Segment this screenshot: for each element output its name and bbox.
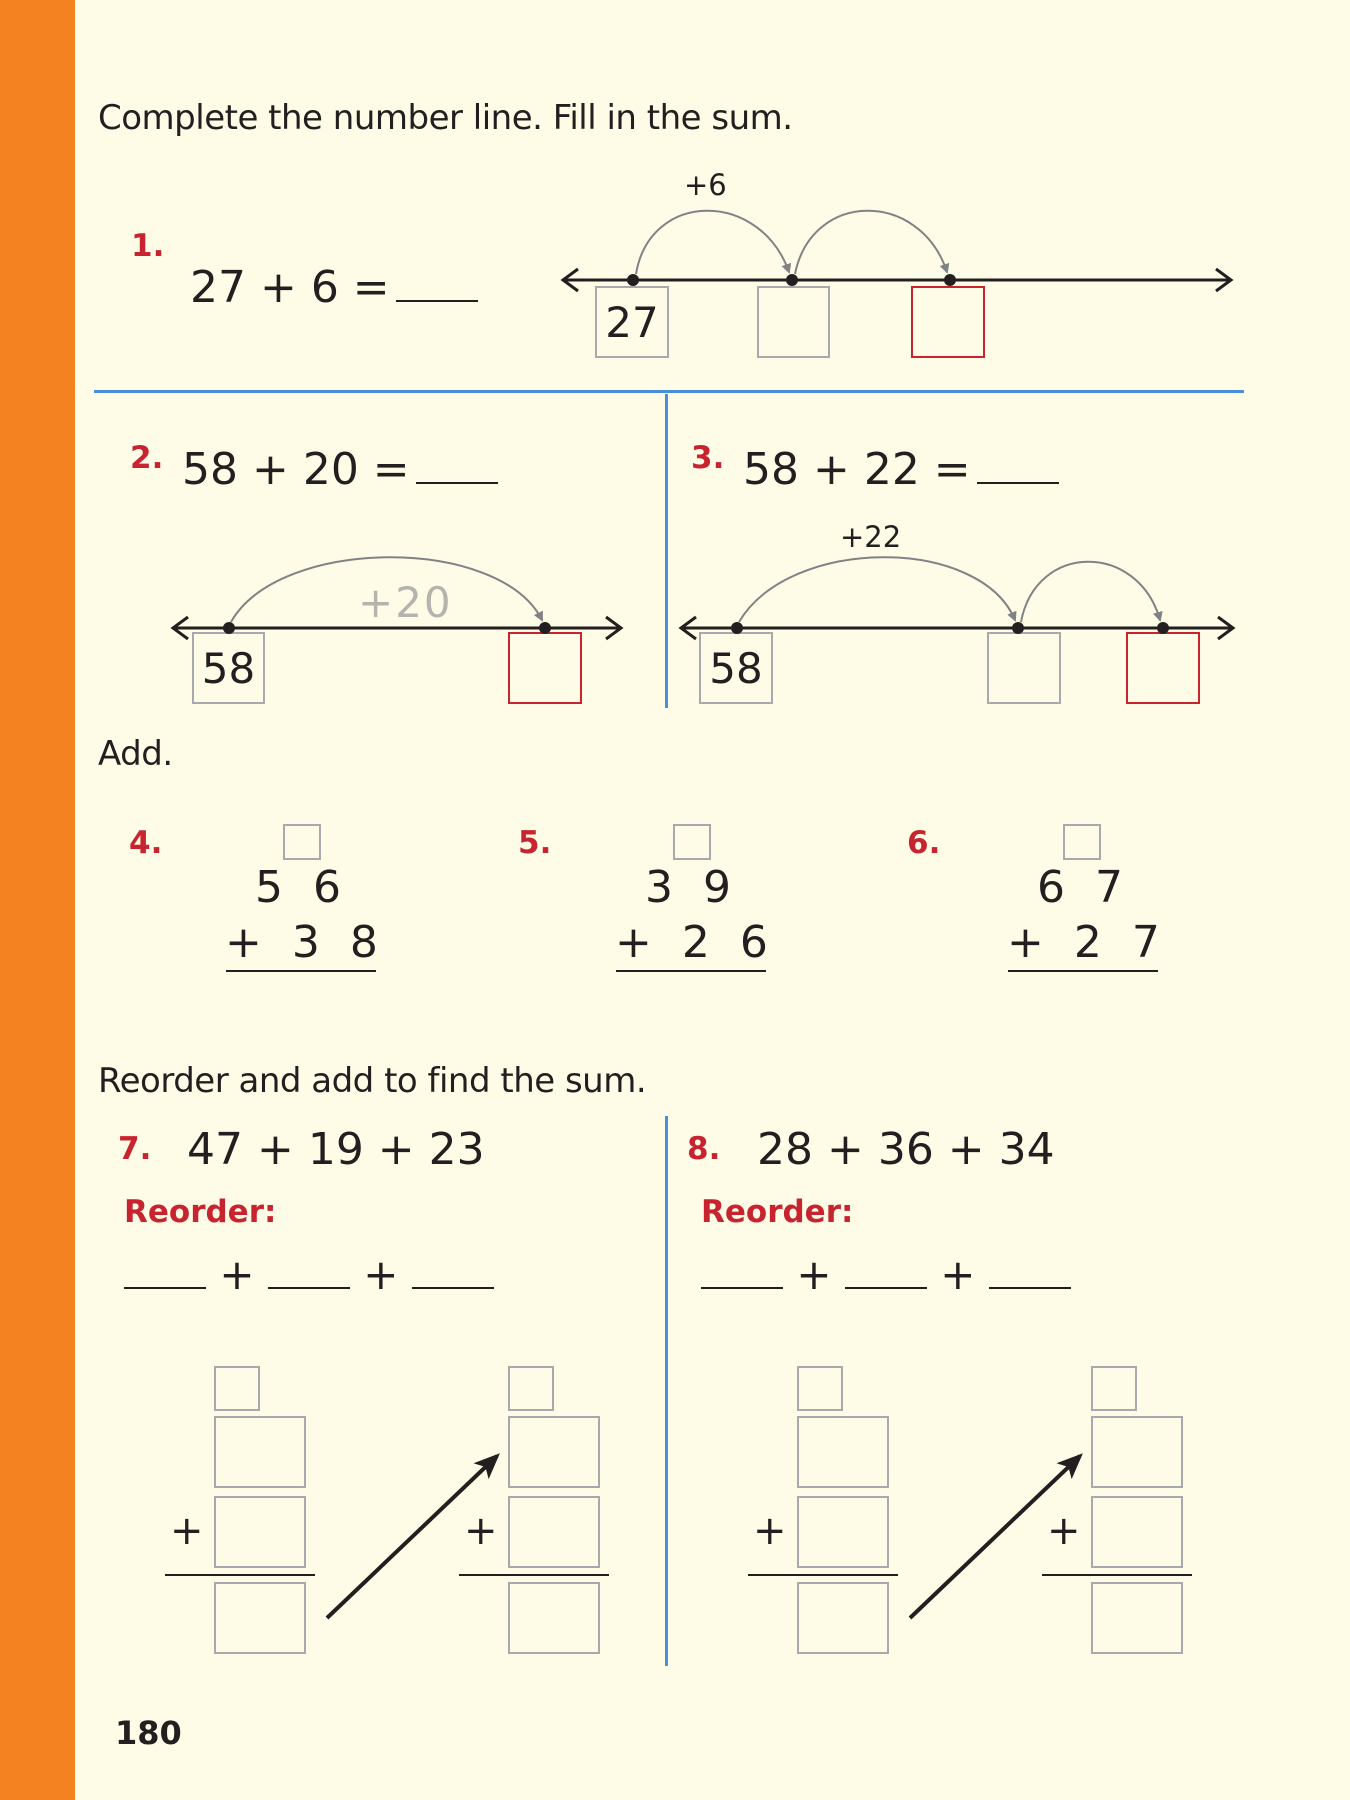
problem-1-start-box: 27: [595, 286, 669, 358]
problem-6-number: 6.: [907, 825, 941, 861]
problem-3-equation-text: 58 + 22 =: [743, 444, 971, 495]
problem-1-jump-label: +6: [684, 168, 727, 202]
problem-8b-plus: +: [1047, 1508, 1081, 1554]
problem-2-equation-text: 58 + 20 =: [182, 444, 410, 495]
problem-1-equation-text: 27 + 6 =: [190, 262, 390, 313]
problem-6-top-addend: 6 7: [1037, 862, 1131, 913]
problem-7-plus-2: +: [363, 1250, 399, 1299]
problem-7-number: 7.: [118, 1131, 152, 1167]
problem-3-jump-arc-1: [739, 557, 1015, 622]
problem-7-expression: 47 + 19 + 23: [187, 1124, 485, 1175]
problem-8-plus-1: +: [796, 1250, 832, 1299]
number-line-instruction: Complete the number line. Fill in the sum.: [98, 98, 793, 138]
problem-3-number-line: [681, 617, 1233, 639]
problem-5-top-addend: 3 9: [645, 862, 739, 913]
problem-7-step-arrow: [327, 1456, 497, 1618]
problem-8-expression: 28 + 36 + 34: [757, 1124, 1055, 1175]
problem-8-step-arrow: [910, 1456, 1080, 1618]
problem-7b-plus: +: [464, 1508, 498, 1554]
problem-4-bottom-addend: + 3 8: [225, 917, 386, 968]
problem-4-top-addend: 5 6: [255, 862, 349, 913]
add-instruction: Add.: [98, 734, 173, 774]
problem-3-start-box: 58: [699, 632, 773, 704]
problem-5-number: 5.: [518, 825, 552, 861]
problem-7-plus-1: +: [219, 1250, 255, 1299]
problem-7-reorder-label: Reorder:: [124, 1194, 277, 1230]
problem-6-bottom-addend: + 2 7: [1007, 917, 1168, 968]
problem-3-jump-arc-2: [1021, 562, 1160, 622]
problem-1-number-line: [563, 269, 1231, 291]
problem-8a-plus: +: [753, 1508, 787, 1554]
reorder-instruction: Reorder and add to find the sum.: [98, 1061, 647, 1101]
problem-8-number: 8.: [687, 1131, 721, 1167]
problem-3-jump-label: +22: [840, 520, 902, 554]
problem-7a-plus: +: [170, 1508, 204, 1554]
problem-8-plus-2: +: [940, 1250, 976, 1299]
problem-2-number-line: [173, 617, 621, 639]
problem-2-start-box: 58: [192, 632, 265, 704]
problem-5-bottom-addend: + 2 6: [615, 917, 776, 968]
problem-1-number: 1.: [131, 228, 165, 264]
problem-2-jump-label-traceable: +20: [358, 578, 453, 627]
problem-2-jump-arc: [231, 557, 542, 622]
problem-3-number: 3.: [691, 440, 725, 476]
problem-4-number: 4.: [129, 825, 163, 861]
page-number: 180: [115, 1714, 182, 1752]
problem-8-reorder-label: Reorder:: [701, 1194, 854, 1230]
problem-2-number: 2.: [130, 440, 164, 476]
problem-1-jump-arc-1: [636, 211, 789, 274]
problem-1-jump-arc-2: [795, 211, 947, 274]
